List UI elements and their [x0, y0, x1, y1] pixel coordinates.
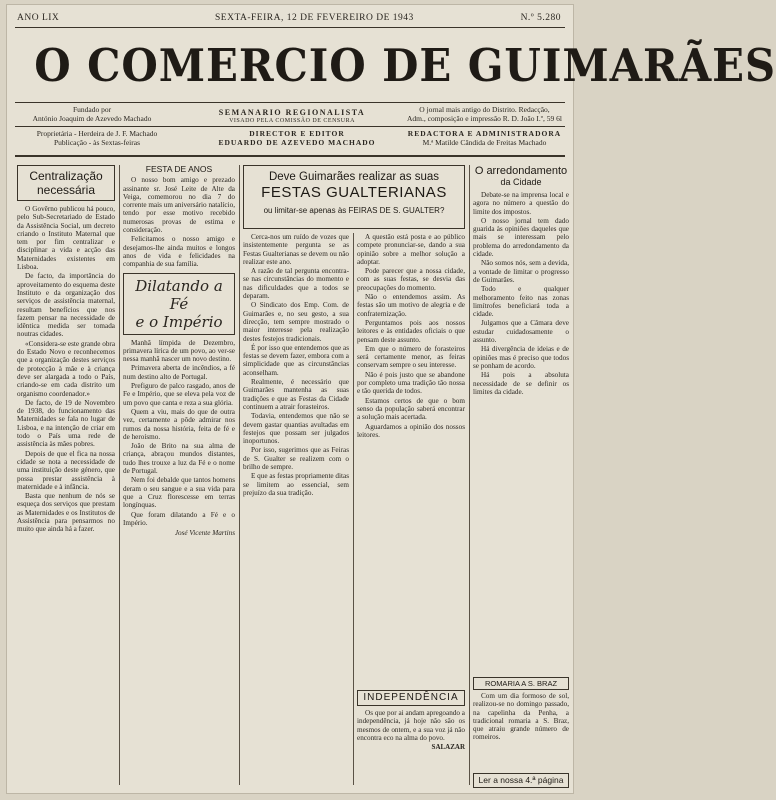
article-text: Realmente, é necessário que Guimarães mantenha as suas tradições e que as Festas da Cidade continuem a atrair forasteiros.	[243, 378, 349, 411]
article-text: De facto, de 19 de Novembro de 1938, do funcionamento das Maternidades se fala no lugar de Lisboa, e na intenção de criar em todo o País uma rede de assistência às mães pobres.	[17, 398, 115, 449]
article-text: Prefiguro de palco rasgado, anos de Fe e Império, que se eleva pela voz de um povo que canta e reza a sua glória.	[123, 382, 235, 407]
article-text: Manhã límpida de Dezembro, primavera lírica de um povo, ao ver-se nessa manhã nascer um novo destino.	[123, 338, 235, 364]
column-guimaraes-b	[357, 233, 465, 675]
article-title: O arredondamento	[474, 165, 568, 177]
article-text: João de Brito na sua alma de criança, abraçou mundos distantes, tudo lhes trouxe a luz da Fé e o nome de Portugal.	[123, 442, 235, 476]
article-text: Há divergência de ideias e de opiniões mas é preciso que todos se ponham de acordo.	[473, 345, 569, 370]
issue-date: SEXTA-FEIRA, 12 DE FEVEREIRO DE 1943	[215, 13, 414, 23]
article-text: O nosso bom amigo e prezado assinante sr. José Leite de Alte da Veiga, comemorou no dia 7 do corrente mais um aniversário natalício, tendo por esse motivo recebido numerosas provas de estima e consideração.	[123, 176, 235, 235]
divider	[15, 27, 565, 28]
owner-block: Proprietária - Herdeira de J. F. Machado Publicação - às Sextas-feiras	[36, 129, 158, 147]
article-text: O Sindicato dos Emp. Com. de Guimarães e, no seu gesto, a sua direcção, tem sempre mostrado o maior interesse pela realização destes festejos tradicionais.	[243, 301, 349, 343]
founder-block: Fundado por António Joaquim de Azevedo Machado	[32, 105, 152, 123]
article-text: A questão está posta e ao público compete pronunciar-se, dando a sua opinião sobre a melhor solução a adoptar.	[357, 233, 465, 266]
article-text: Quem a viu, mais do que de outra vez, certamente a pôde admirar nos rumos da nossa história, feita de fé e de heroísmo.	[123, 407, 235, 441]
article-text: Pode parecer que a nossa cidade, com as suas festas, se desvia das preocupações do momento.	[357, 267, 465, 292]
admin-block: REDACTORA E ADMINISTRADORA M.ª Matilde Cândida de Freitas Machado	[407, 129, 562, 147]
poem-title-2: e o Império	[135, 312, 223, 331]
article-text: Com um dia formoso de sol, realizou-se no domingo passado, na capelinha da Penha, a tradicional romaria a S. Braz, que atraiu grande número de romeiros.	[473, 692, 569, 742]
article-text: O Govêrno publicou há pouco, pelo Sub-Secretariado de Estado da Assistência Social, um decreto criando o Instituto Maternal que tem por fim centralizar e disciplinar a vida e acção das Maternidades existentes em Lisboa.	[17, 205, 115, 272]
article-text: Aguardamos a opinião dos nossos leitores.	[357, 422, 465, 439]
article-title: INDEPENDÊNCIA	[357, 690, 465, 706]
article-headline-box	[17, 165, 115, 201]
column-rule	[239, 165, 240, 785]
article-text: Não somos nós, sem a devida, a vontade de limitar o progresso de Guimarães.	[473, 259, 569, 284]
page-four-note: Ler a nossa 4.ª página	[473, 773, 569, 788]
article-text: Basta que nenhum de nós se esqueça dos serviços que prestam as Maternidades e os Institutos de Assistência para pensarmos no muito que ainda há a fazer.	[17, 492, 115, 534]
main-headline-line2: FESTAS GUALTERIANAS	[261, 184, 447, 201]
oldest-block: O jornal mais antigo do Distrito. Redacção, Adm., composição e impressão R. D. João I.º, 59 6l	[406, 105, 562, 123]
article-text: De facto, da importância do aproveitamento do esquema deste Instituto e da organização dos serviços de assistência maternal, resultam benefícios que nos fazem pensar na necessidade de idêntica medida ser tomada noutras cidades.	[17, 272, 115, 339]
article-text: É por isso que entendemos que as festas se devem fazer, embora com a simplicidade que as circunstâncias aconselham.	[243, 343, 349, 377]
article-text: A razão de tal pergunta encontra-se nas circunstâncias do momento e nas dificuldades que a todos se deparam.	[243, 267, 349, 301]
article-text: Julgamos que a Câmara deve estudar cuidadosamente o assunto.	[473, 319, 569, 345]
article-text: Estamos certos de que o bom senso da população saberá encontrar a solução mais acertada.	[357, 396, 465, 422]
article-text: Debate-se na imprensa local e agora no número a questão do limite dos impostos.	[473, 191, 569, 216]
newspaper-page	[6, 4, 776, 794]
main-headline-line3: ou limitar-se apenas às FEIRAS DE S. GUALTER?	[263, 206, 445, 215]
article-text: Não o entendemos assim. As festas são um motivo de alegria e de confraternização.	[357, 293, 465, 318]
editor-block: DIRECTOR E EDITOR EDUARDO DE AZEVEDO MACHADO	[218, 129, 376, 147]
article-text: Todo e qualquer melhoramento feito nas zonas limítrofes beneficiará toda a cidade.	[473, 285, 569, 319]
article-signature: José Vicente Martins	[174, 529, 235, 538]
poem-title: Dilatando a Fé	[135, 276, 223, 313]
article-text: Em que o número de forasteiros será certamente menor, as feiras conservam sempre o seu interesse.	[357, 344, 465, 370]
article-text: Por isso, sugerimos que as Feiras de S. Gualter se realizem com o brilho de sempre.	[243, 446, 349, 472]
divider	[15, 155, 565, 157]
article-text: Todavia, entendemos que não se devem gastar quantias avultadas em festejos que possam ser julgados inoportunos.	[243, 412, 349, 446]
column-festa	[123, 165, 235, 785]
article-signature: SALAZAR	[431, 743, 465, 752]
column-rule	[469, 165, 470, 785]
column-guimaraes-a	[243, 233, 349, 785]
article-text: «Considera-se este grande obra do Estado Novo e reconhecemos que a organização destes serviços de protecção à mãe e à criança deve ser alargada a todo o País, criando-se em cada distrito um organismo coordenador.»	[17, 339, 116, 398]
article-text: Primavera aberta de incêndios, a fé num destino alto de Portugal.	[123, 364, 235, 381]
article-title-2: necessária	[36, 183, 96, 197]
column-rule	[119, 165, 120, 785]
issue-year: ANO LIX	[17, 13, 60, 23]
article-text: O nosso jornal tem dado guarida às opiniões daqueles que mais se interessam pelo problema do arredondamento da cidade.	[473, 216, 569, 259]
masthead-title: O COMERCIO DE GUIMARÃES	[34, 39, 776, 92]
article-title: Centralização	[29, 169, 103, 183]
article-text: Cerca-nos um ruído de vozes que insistentemente pergunta se as Festas Gualterianas se devem ou não realizar este ano.	[243, 233, 349, 266]
article-title: FESTA DE ANOS	[145, 164, 213, 174]
column-arredondamento	[473, 165, 569, 673]
column-rule	[353, 233, 354, 785]
weekly-block: SEMANARIO REGIONALISTA VISADO PELA COMISSÃO DE CENSURA	[218, 108, 366, 124]
divider	[15, 126, 565, 127]
article-text: Há pois a absoluta necessidade de se definir os limites da cidade.	[473, 371, 569, 396]
main-headline-box	[243, 165, 465, 229]
article-text: E que as festas propriamente ditas se limitem ao essencial, sem prejuízo da sua tradição.	[243, 472, 349, 497]
article-title: ROMARIA A S. BRAZ	[473, 677, 569, 690]
dateline-strip	[15, 11, 565, 27]
romaria-block	[473, 677, 569, 769]
main-headline-line1: Deve Guimarães realizar as suas	[268, 171, 439, 183]
article-text: Não é pois justo que se abandone por completo uma tradição tão nossa e tão querida de todos.	[357, 370, 465, 396]
independencia-block	[357, 690, 465, 787]
article-text: Que foram dilatando a Fé e o Império.	[123, 510, 235, 527]
article-text: Felicitamos o nosso amigo e desejamos-lhe ainda muitos e longos anos de vida e felicidades na companhia de sua família.	[123, 235, 235, 269]
article-title-2: da Cidade	[500, 177, 542, 187]
issue-number: N.º 5.280	[520, 13, 561, 23]
article-text: Nem foi debalde que tantos homens deram o seu sangue e a sua vida para que a Cruz florescesse em terras longínquas.	[123, 476, 235, 510]
article-text: Depois de que el fica na nossa cidade se nota a necessidade de uma instituição deste género, que possa prestar assistência à maternidade e à infância.	[17, 449, 115, 491]
article-text: Os que por ai andam apregoando a independência, já hoje não são os mesmos de ontem, e a sua voz já não encontra eco na alma do povo.	[357, 709, 465, 742]
poem-headline-box	[123, 273, 235, 335]
column-centralizacao	[17, 165, 115, 785]
divider	[15, 102, 565, 103]
article-text: Perguntamos pois aos nossos leitores e às entidades oficiais o que pensam deste assunto.	[357, 318, 465, 344]
